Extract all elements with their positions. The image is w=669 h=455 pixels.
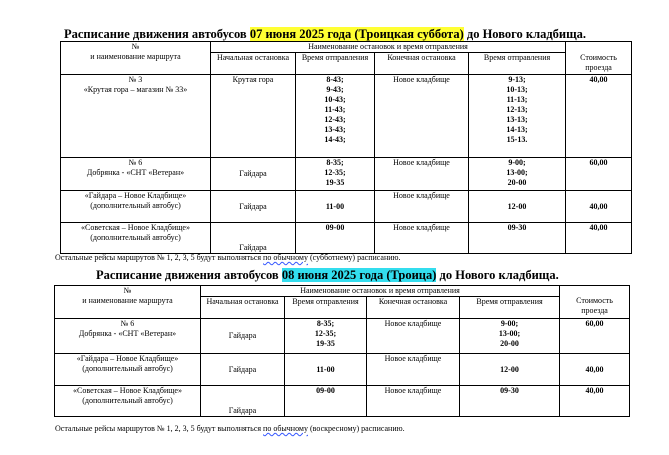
table-row <box>61 75 632 158</box>
schedule1-table <box>60 41 632 254</box>
table-row <box>61 223 632 254</box>
departure-times-2: 12-00 <box>469 191 566 223</box>
price: 60,00 <box>560 319 630 354</box>
departure-times-1: 11-00 <box>285 354 367 386</box>
header-start-stop: Начальная остановка <box>201 297 285 319</box>
start-stop: Гайдара <box>201 319 285 354</box>
departure-times-2: 12-00 <box>460 354 560 386</box>
departure-times-1: 8-35; 12-35; 19-35 <box>296 158 375 191</box>
start-stop: Гайдара <box>211 158 296 191</box>
table-row <box>61 158 632 191</box>
header-route: № и наименование маршрута <box>61 42 211 75</box>
route-name: № 6 Добрянка - «СНТ «Ветеран» <box>61 158 211 191</box>
header-end-stop: Конечная остановка <box>367 297 460 319</box>
route-name: № 6 Добрянка - «СНТ «Ветеран» <box>55 319 201 354</box>
start-stop: Гайдара <box>211 191 296 223</box>
price: 40,00 <box>560 386 630 417</box>
schedule1-note: Остальные рейсы маршрутов № 1, 2, 3, 5 будут выполняться по обычному (субботнему) расписанию. <box>55 253 401 262</box>
departure-times-2: 9-13; 10-13; 11-13; 12-13; 13-13; 14-13; 15-13. <box>469 75 566 158</box>
schedule2-table <box>54 285 630 417</box>
departure-times-1: 09-00 <box>285 386 367 417</box>
header-price: Стоимость проезда <box>560 286 630 319</box>
header-departure-1: Время отправления <box>285 297 367 319</box>
departure-times-1: 8-35; 12-35; 19-35 <box>285 319 367 354</box>
start-stop: Гайдара <box>211 223 296 254</box>
table-row <box>55 319 630 354</box>
departure-times-2: 09-30 <box>460 386 560 417</box>
route-name: «Гайдара – Новое Кладбище» (дополнительный автобус) <box>61 191 211 223</box>
schedule2-note: Остальные рейсы маршрутов № 1, 2, 3, 5 будут выполняться по обычному (воскресному) расписанию. <box>55 424 405 433</box>
start-stop: Гайдара <box>201 354 285 386</box>
schedule2-date-highlight: 08 июня 2025 года (Троица) <box>281 268 437 282</box>
header-departure-2: Время отправления <box>460 297 560 319</box>
header-end-stop: Конечная остановка <box>375 53 469 75</box>
end-stop: Новое кладбище <box>375 158 469 191</box>
departure-times-2: 09-30 <box>469 223 566 254</box>
price: 40,00 <box>566 75 632 158</box>
table-row <box>55 386 630 417</box>
end-stop: Новое кладбище <box>375 191 469 223</box>
start-stop: Крутая гора <box>211 75 296 158</box>
departure-times-1: 8-43; 9-43; 10-43; 11-43; 12-43; 13-43; 14-43; <box>296 75 375 158</box>
route-name: «Советская – Новое Кладбище» (дополнительный автобус) <box>55 386 201 417</box>
end-stop: Новое кладбище <box>367 354 460 386</box>
schedule1-title: Расписание движения автобусов 07 июня 2025 года (Троицкая суббота) до Нового кладбища. <box>64 27 587 41</box>
header-departure-1: Время отправления <box>296 53 375 75</box>
departure-times-2: 9-00; 13-00; 20-00 <box>460 319 560 354</box>
header-departure-2: Время отправления <box>469 53 566 75</box>
route-name: № 3 «Крутая гора – магазин № 33» <box>61 75 211 158</box>
departure-times-1: 11-00 <box>296 191 375 223</box>
header-route: № и наименование маршрута <box>55 286 201 319</box>
end-stop: Новое кладбище <box>375 75 469 158</box>
price: 40,00 <box>566 191 632 223</box>
departure-times-2: 9-00; 13-00; 20-00 <box>469 158 566 191</box>
end-stop: Новое кладбище <box>367 386 460 417</box>
header-start-stop: Начальная остановка <box>211 53 296 75</box>
header-stops-group: Наименование остановок и время отправления <box>201 286 560 297</box>
price: 40,00 <box>566 223 632 254</box>
header-stops-group: Наименование остановок и время отправления <box>211 42 566 53</box>
table-row <box>55 354 630 386</box>
schedule1-date-highlight: 07 июня 2025 года (Троицкая суббота) <box>249 27 464 41</box>
start-stop: Гайдара <box>201 386 285 417</box>
end-stop: Новое кладбище <box>375 223 469 254</box>
route-name: «Гайдара – Новое Кладбище» (дополнительный автобус) <box>55 354 201 386</box>
schedule2-title: Расписание движения автобусов 08 июня 2025 года (Троица) до Нового кладбища. <box>96 268 559 282</box>
route-name: «Советская – Новое Кладбище» (дополнительный автобус) <box>61 223 211 254</box>
header-price: Стоимость проезда <box>566 42 632 75</box>
price: 40,00 <box>560 354 630 386</box>
table-row <box>61 191 632 223</box>
price: 60,00 <box>566 158 632 191</box>
end-stop: Новое кладбище <box>367 319 460 354</box>
departure-times-1: 09-00 <box>296 223 375 254</box>
